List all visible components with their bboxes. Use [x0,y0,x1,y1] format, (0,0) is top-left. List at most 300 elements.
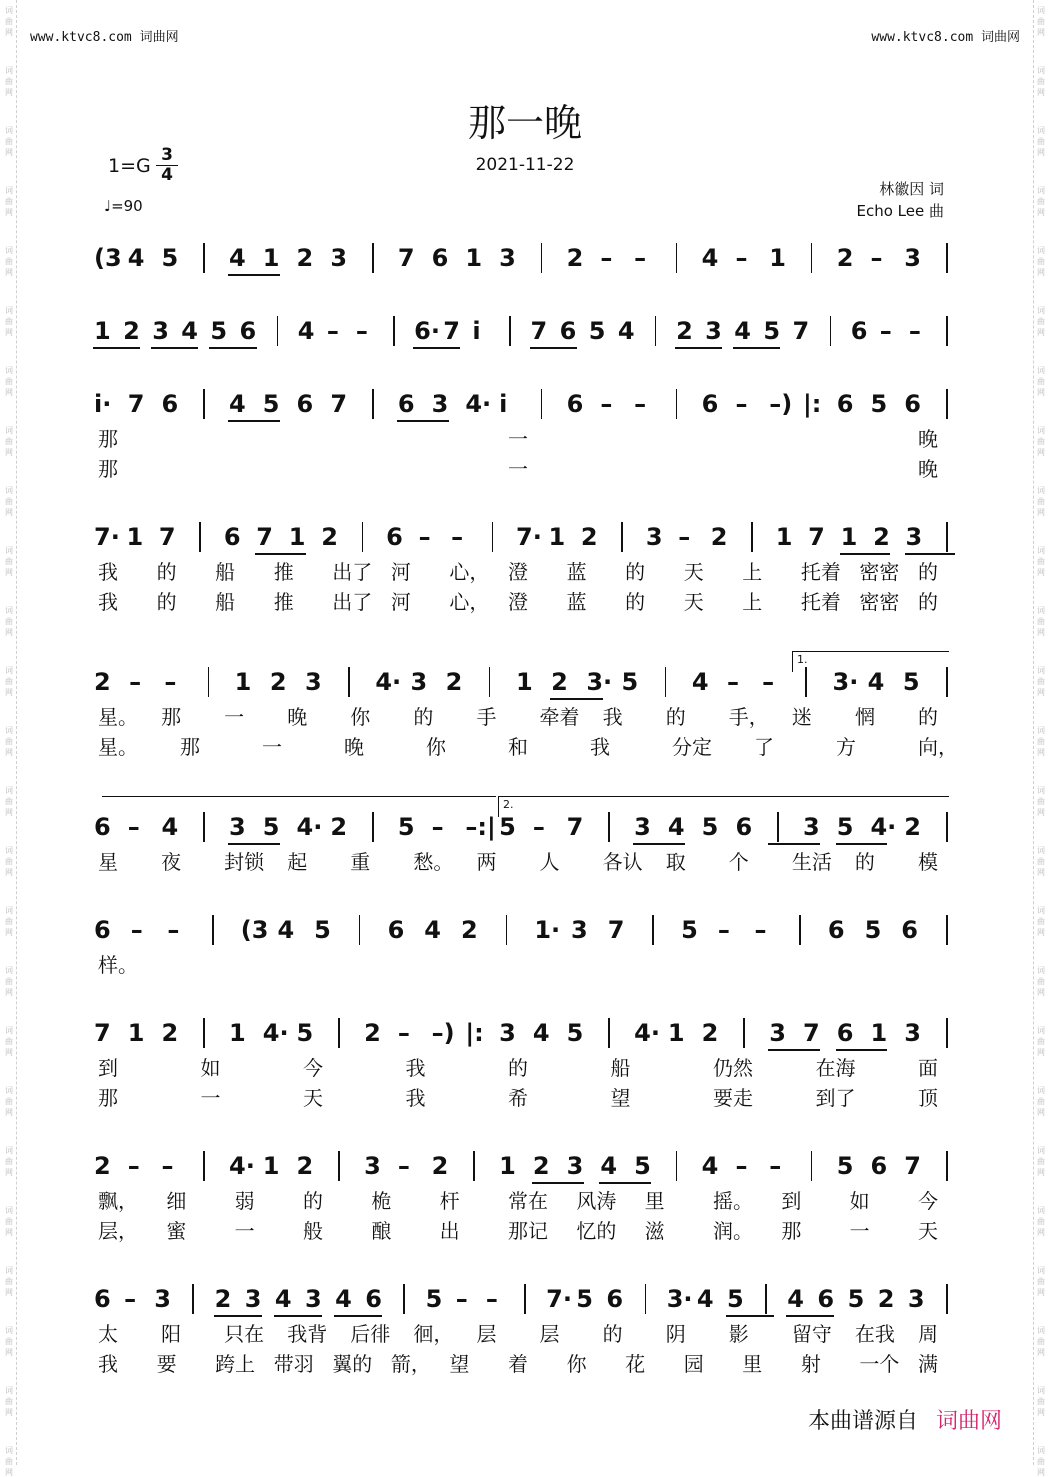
watermark-char: 曲 [5,1037,13,1046]
lyric-syllable: 在我 [854,1322,895,1346]
watermark-char: 网 [1037,448,1045,457]
barline [199,522,201,552]
watermark-char: 词 [1037,246,1045,255]
score-system [0,1018,1050,1110]
watermark-char: 词 [1037,426,1045,435]
lyric-syllable: 迷 [791,705,812,729]
watermark-char: 词 [1037,606,1045,615]
barline [403,1284,405,1314]
lyric-syllable: 跨上 [215,1352,256,1376]
barline [765,1284,767,1314]
watermark-char: 曲 [1037,197,1045,206]
watermark-char: 网 [5,1288,13,1297]
barline [811,243,813,273]
note: 7 [802,1019,820,1047]
barline [652,915,654,945]
note: i· [94,390,112,418]
note: 6 [850,317,868,345]
lyric-syllable: 的 [918,705,938,729]
note: 6 [94,1285,111,1313]
lyric-syllable: 向， [918,735,958,759]
note: 4 [701,1152,719,1180]
lyric-syllable: 酿 [371,1219,392,1243]
note: 3 [305,668,322,696]
watermark-char: 曲 [1037,1097,1045,1106]
barline [621,522,623,552]
watermark-char: 词 [1037,6,1045,15]
barline [541,243,543,273]
note: 6 [94,813,111,841]
note: – [754,916,767,944]
note: 7 [792,317,810,345]
lyric-syllable: 星 [98,850,118,874]
note: 5 [425,1285,443,1313]
note: – [532,813,545,841]
lyric-syllable: 一 [200,1086,221,1110]
note: 2 [877,1285,895,1313]
note: 3 [571,916,588,944]
note: 6 [836,390,854,418]
note: 2 [836,244,854,272]
watermark-char: 网 [1037,1408,1045,1417]
barline [212,915,214,945]
watermark-char: 曲 [5,77,13,86]
watermark-char: 曲 [1037,317,1045,326]
note: 2 [123,317,140,345]
barline [946,389,948,419]
lyric-syllable: 常在 [508,1189,548,1213]
note: 2 [532,1152,550,1180]
note: 2 [94,1152,111,1180]
note: 4 [335,1285,352,1313]
lyric-syllable: 滋 [644,1219,665,1243]
note: 7· [94,523,120,551]
volta-bracket-1 [792,651,949,672]
watermark-char: 曲 [1037,437,1045,446]
note: 3 [907,1285,925,1313]
lyric-syllable: 分定 [672,735,712,759]
note: – [167,916,180,944]
watermark-char: 曲 [1037,917,1045,926]
note: 3 [244,1285,262,1313]
eighth-note-underline [532,1182,584,1184]
lyric-syllable: 天 [303,1086,323,1110]
note: – [769,1152,782,1180]
lyric-syllable: 一 [849,1219,870,1243]
site-header-right[interactable]: www.ktvc8.com 词曲网 [871,30,1020,45]
score-system [0,915,1050,977]
note: – [451,523,464,551]
lyric-syllable: 愁。 [413,850,454,874]
watermark-char: 词 [5,846,13,855]
note: – [678,523,691,551]
note: 3· [832,668,859,696]
note: 4· [465,390,492,418]
note: 5 [296,1019,314,1047]
lyric-syllable: 心， [449,590,490,614]
watermark-char: 曲 [5,1457,13,1466]
watermark-char: 曲 [1037,1157,1045,1166]
barline [751,522,753,552]
barline [489,667,491,697]
note: –) [431,1019,455,1047]
watermark-char: 曲 [1037,677,1045,686]
note: 5 [621,668,639,696]
note: – [127,1152,140,1180]
note: 5 [864,916,882,944]
lyric-syllable: 飘， [98,1189,138,1213]
watermark-char: 网 [5,1348,13,1357]
note: 1 [840,523,858,551]
watermark-char: 词 [5,426,13,435]
watermark-char: 网 [5,568,13,577]
lyric-syllable: 一 [262,735,282,759]
lyric-syllable: 重 [350,850,371,874]
note: 5 [847,1285,865,1313]
lyric-syllable: 我 [98,1352,118,1376]
eighth-note-underline [274,1315,322,1317]
note: 5 [902,668,920,696]
lyric-syllable: 那 [98,457,118,481]
watermark-char: 网 [1037,688,1045,697]
lyricist-credit: 林徽因 词 [879,180,944,198]
eighth-note-underline [228,274,280,276]
watermark-char: 曲 [1037,1037,1045,1046]
watermark-char: 曲 [5,617,13,626]
lyric-syllable: 仍然 [713,1056,753,1080]
barline [676,243,678,273]
note: –:| [465,813,496,841]
watermark-char: 网 [1037,568,1045,577]
watermark-char: 曲 [1037,77,1045,86]
lyric-syllable: 我 [98,560,118,584]
watermark-char: 曲 [5,1337,13,1346]
lyric-syllable: 我 [602,705,623,729]
note: – [634,390,647,418]
note: – [735,244,748,272]
lyric-syllable: 望 [610,1086,631,1110]
watermark-char: 曲 [1037,1277,1045,1286]
lyric-syllable: 杆 [439,1189,460,1213]
song-title: 那一晚 [467,101,582,145]
composer-credit: Echo Lee 曲 [856,202,944,220]
note: 1 [126,523,144,551]
watermark-char: 词 [1037,1086,1045,1095]
note: 7 [808,523,825,551]
lyric-syllable: 今 [303,1056,323,1080]
note: 3 [410,668,428,696]
lyric-syllable: 的 [625,560,646,584]
watermark-char: 曲 [5,497,13,506]
barline [277,316,279,346]
watermark-char: 词 [5,6,13,15]
barline [492,522,494,552]
lyric-syllable: 层， [98,1219,138,1243]
barline [946,316,948,346]
lyric-syllable: 里 [742,1352,763,1376]
note: 5 [681,916,698,944]
watermark-char: 网 [5,748,13,757]
note: 2 [904,813,921,841]
note: 4 [161,813,179,841]
watermark-char: 网 [5,1468,13,1477]
note: 4 [734,317,751,345]
lyric-syllable: 晚 [344,735,364,759]
eighth-note-underline [397,420,449,422]
watermark-char: 词 [5,366,13,375]
lyric-syllable: 取 [665,850,686,874]
barline [946,1151,948,1181]
watermark-char: 曲 [1037,137,1045,146]
note: 4 [696,1285,714,1313]
watermark-char: 曲 [1037,617,1045,626]
note: – [129,668,142,696]
score-system [0,1151,1050,1243]
note: 7 [566,813,584,841]
lyric-syllable: 上 [742,560,763,584]
watermark-char: 曲 [5,1277,13,1286]
barline [799,915,801,945]
note: 7 [256,523,273,551]
note: 6 [606,1285,624,1313]
source-label: 本曲谱源自 [807,1409,918,1434]
lyric-syllable: 我 [405,1086,426,1110]
watermark-char: 词 [5,1266,13,1275]
note: 5 [763,317,781,345]
watermark-char: 词 [5,1326,13,1335]
watermark-char: 网 [1037,868,1045,877]
lyric-syllable: 只在 [224,1322,265,1346]
note: 3 [904,244,921,272]
watermark-char: 网 [1037,1228,1045,1237]
note: 4 [424,916,441,944]
note: 4 [274,1285,292,1313]
lyric-syllable: 天 [683,590,704,614]
lyric-syllable: 后徘 [350,1322,391,1346]
lyric-syllable: 周 [918,1322,938,1346]
watermark-char: 词 [1037,486,1045,495]
watermark-char: 曲 [5,17,13,26]
note: 3 [499,244,516,272]
watermark-char: 网 [5,208,13,217]
lyric-syllable: 两 [476,850,497,874]
lyric-syllable: 摇。 [713,1189,753,1213]
note: 2 [269,668,287,696]
lyric-syllable: 在海 [815,1056,856,1080]
lyric-syllable: 的 [854,850,875,874]
note: 6 [365,1285,382,1313]
lyric-syllable: 蜜 [166,1219,187,1243]
time-signature-top: 3 [156,146,178,166]
lyric-syllable: 心， [449,560,490,584]
note: i [499,390,508,418]
barline [811,1151,813,1181]
eighth-note-underline [93,347,140,349]
note: 6 [223,523,241,551]
lyric-syllable: 一 [508,427,528,451]
watermark-char: 词 [1037,1266,1045,1275]
note: 1 [229,1019,246,1047]
barline [506,915,508,945]
watermark-char: 曲 [1037,17,1045,26]
watermark-char: 网 [1037,1468,1045,1477]
note: – [397,1152,410,1180]
watermark-char: 曲 [5,917,13,926]
lyric-syllable: 希 [508,1086,528,1110]
lyric-syllable: 到 [781,1189,802,1213]
lyric-syllable: 出了 [332,590,373,614]
watermark-char: 曲 [5,1217,13,1226]
eighth-note-underline [228,420,280,422]
watermark-char: 网 [5,1048,13,1057]
watermark-char: 网 [5,88,13,97]
note: 7 [94,1019,111,1047]
watermark-char: 词 [1037,1446,1045,1455]
source-brand-link[interactable]: 词曲网 [935,1409,1002,1434]
watermark-char: 曲 [1037,257,1045,266]
eighth-note-underline [675,347,722,349]
lyric-syllable: 带羽 [273,1352,314,1376]
note: 3 [229,813,246,841]
watermark-char: 曲 [5,737,13,746]
lyric-syllable: 个 [728,850,749,874]
watermark-char: 网 [1037,748,1045,757]
note: – [431,813,444,841]
note: 3 [305,1285,322,1313]
watermark-char: 词 [1037,1206,1045,1215]
note: 6 [161,390,179,418]
eighth-note-underline [151,347,198,349]
lyric-syllable: 各认 [602,850,643,874]
watermark-char: 词 [5,66,13,75]
note: 4 [181,317,198,345]
eighth-note-underline [726,1315,774,1317]
watermark-char: 网 [1037,1048,1045,1057]
note: 5 [634,1152,651,1180]
note: 1 [667,1019,685,1047]
watermark-char: 曲 [1037,737,1045,746]
eighth-note-underline [633,843,685,845]
score-system [0,1284,1050,1376]
watermark-char: 网 [1037,88,1045,97]
note: 3 [645,523,663,551]
note: 6 [387,916,405,944]
watermark-char: 词 [1037,786,1045,795]
note: 5 [499,813,516,841]
note: 1· [534,916,561,944]
score-system [0,522,1050,614]
barline [203,1018,205,1048]
barline [203,389,205,419]
note: 3 [705,317,722,345]
lyric-syllable: 澄 [508,560,528,584]
note: 3 [499,1019,516,1047]
note: 6 [735,813,753,841]
note: 3 [905,523,923,551]
barline [338,1151,340,1181]
note: 6 [397,390,415,418]
note: 4 [867,668,885,696]
note: 7 [127,390,145,418]
eighth-note-underline [786,1315,834,1317]
note: 2 [551,668,568,696]
note: 5 [836,1152,854,1180]
barline [946,1284,948,1314]
note: 2 [710,523,728,551]
score-system [0,389,1050,481]
score-system [0,243,1050,283]
lyric-syllable: 船 [610,1056,631,1080]
barline [665,667,667,697]
lyric-syllable: 一个 [859,1352,900,1376]
note: 6 [870,1152,888,1180]
barline [608,1018,610,1048]
note: 4 [691,668,709,696]
lyric-syllable: 你 [426,735,446,759]
watermark-char: 网 [5,1408,13,1417]
note: 4 [667,813,685,841]
watermark-char: 曲 [1037,557,1045,566]
left-watermark-strip [2,0,17,1477]
barline [203,243,205,273]
note: 6 [827,916,845,944]
note: 2 [330,813,348,841]
watermark-char: 词 [1037,1146,1045,1155]
note: 6 [701,390,719,418]
watermark-char: 词 [5,126,13,135]
note: 1 [499,1152,516,1180]
lyric-syllable: 夜 [161,850,182,874]
note: 7· [516,523,542,551]
note: 6 [239,317,257,345]
lyric-syllable: 顶 [918,1086,938,1110]
lyric-syllable: 河 [390,560,411,584]
barline [743,1018,745,1048]
watermark-char: 词 [1037,546,1045,555]
watermark-char: 网 [5,148,13,157]
note: 4· [634,1019,660,1047]
watermark-char: 网 [5,808,13,817]
lyric-syllable: 那 [98,1086,118,1110]
watermark-char: 网 [1037,28,1045,37]
site-header-left[interactable]: www.ktvc8.com 词曲网 [30,30,179,45]
note: 2 [296,1152,314,1180]
note: 5 [210,317,228,345]
note: 3 [364,1152,381,1180]
right-watermark-strip [1033,0,1048,1477]
watermark-char: 曲 [5,377,13,386]
watermark-char: 网 [1037,1348,1045,1357]
note: 6 [836,1019,854,1047]
note: – [717,916,730,944]
lyric-syllable: 润。 [713,1219,753,1243]
score-system [0,653,1050,759]
time-signature [156,146,178,185]
barline [393,316,395,346]
lyric-syllable: 忆的 [576,1219,617,1243]
lyric-syllable: 天 [683,560,704,584]
lyric-syllable: 蓝 [566,560,587,584]
lyric-syllable: 我 [590,735,610,759]
note: 3 [431,390,449,418]
note: 4 [297,317,315,345]
note: 1 [516,668,533,696]
note: – [600,244,613,272]
watermark-char: 网 [1037,268,1045,277]
lyric-syllable: 的 [303,1189,323,1213]
eighth-note-underline [836,1049,888,1051]
note: 6 [386,523,403,551]
